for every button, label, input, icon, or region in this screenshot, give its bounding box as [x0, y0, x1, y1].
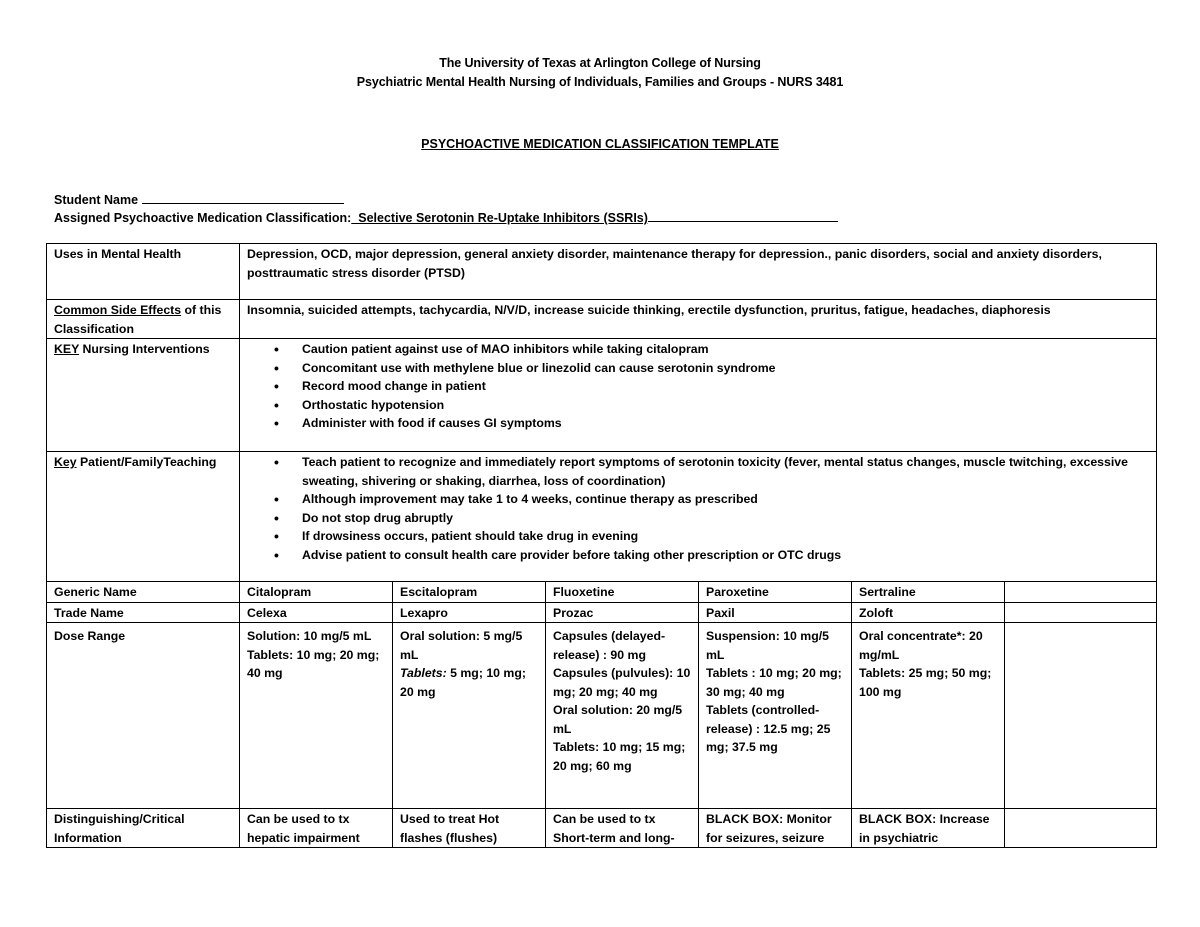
generic-cell — [1005, 582, 1157, 603]
dose-row — [47, 623, 1157, 809]
course-header: Psychiatric Mental Health Nursing of Individuals, Families and Groups - NURS 3481 — [356, 75, 844, 89]
generic-cell: Fluoxetine — [546, 582, 699, 603]
nursing-label — [47, 339, 240, 452]
uses-text: Depression, OCD, major depression, general anxiety disorder, maintenance therapy for depression., panic disorders, social and anxiety disorders, posttraumatic stress disorder (PTSD) — [240, 244, 1157, 300]
list-item: • Administer with food if causes GI symptoms — [302, 414, 1149, 433]
list-item: • Caution patient against use of MAO inhibitors while taking citalopram — [302, 340, 1149, 359]
nursing-label-underlined: KEY — [54, 342, 80, 356]
student-name-line — [54, 191, 344, 207]
distinguishing-cell: BLACK BOX: Monitor for seizures, seizure — [699, 809, 852, 848]
trade-cell: Paxil — [699, 602, 852, 623]
nursing-label-rest: Nursing Interventions — [79, 342, 210, 356]
dose-cell-escitalopram — [393, 623, 546, 809]
dose-line: Oral solution: 20 mg/5 mL — [553, 703, 683, 736]
student-name-blank — [142, 191, 344, 204]
list-item: • Teach patient to recognize and immediately report symptoms of serotonin toxicity (fever, mental status changes, muscle twitching, excessive sweating, shivering or shaking, diarrhea, loss of coordination) — [302, 453, 1149, 490]
tablets-label: Tablets: — [400, 666, 447, 680]
dose-line: Tablets: 10 mg; 15 mg; 20 mg; 60 mg — [553, 740, 686, 773]
classification-line — [54, 209, 838, 225]
nursing-cell — [240, 339, 1157, 452]
trade-cell: Lexapro — [393, 602, 546, 623]
tablets-value: 5 mg; 10 mg; 20 mg — [400, 666, 526, 699]
dose-line: Tablets: 25 mg; 50 mg; 100 mg — [859, 666, 992, 699]
dose-line: Oral concentrate*: 20 mg/mL — [859, 629, 983, 662]
distinguishing-cell: BLACK BOX: Increase in psychiatric — [852, 809, 1005, 848]
nursing-row — [47, 339, 1157, 452]
generic-cell: Escitalopram — [393, 582, 546, 603]
trade-label: Trade Name — [47, 602, 240, 623]
list-item: • Concomitant use with methylene blue or linezolid can cause serotonin syndrome — [302, 359, 1149, 378]
uses-label: Uses in Mental Health — [47, 244, 240, 300]
list-item: • Do not stop drug abruptly — [302, 509, 1149, 528]
side-effects-row — [47, 300, 1157, 339]
dose-line: Capsules (delayed-release) : 90 mg — [553, 629, 666, 662]
list-item: • Although improvement may take 1 to 4 weeks, continue therapy as prescribed — [302, 490, 1149, 509]
generic-cell: Paroxetine — [699, 582, 852, 603]
dose-cell-paroxetine — [699, 623, 852, 809]
generic-label: Generic Name — [47, 582, 240, 603]
list-item: • Orthostatic hypotension — [302, 396, 1149, 415]
dose-line: Solution: 10 mg/5 mL — [247, 629, 372, 643]
distinguishing-row — [47, 809, 1157, 848]
dose-line: Tablets (controlled-release) : 12.5 mg; 25 mg; 37.5 mg — [706, 703, 831, 754]
classification-blank — [648, 209, 838, 222]
template-title: PSYCHOACTIVE MEDICATION CLASSIFICATION TEMPLATE — [421, 137, 779, 151]
side-effects-text: Insomnia, suicided attempts, tachycardia, N/V/D, increase suicide thinking, erectile dysfunction, pruritus, fatigue, headaches, diaphoresis — [240, 300, 1157, 339]
classification-value: _Selective Serotonin Re-Uptake Inhibitors (SSRIs) — [351, 211, 648, 225]
trade-row — [47, 602, 1157, 623]
teaching-label-underlined: Key — [54, 455, 77, 469]
trade-cell: Zoloft — [852, 602, 1005, 623]
distinguishing-cell: Can be used to tx Short-term and long- — [546, 809, 699, 848]
side-effects-label-rest: of this Classification — [54, 303, 222, 336]
teaching-row — [47, 452, 1157, 582]
side-effects-label-underlined: Common Side Effects — [54, 303, 182, 317]
distinguishing-cell — [1005, 809, 1157, 848]
list-item: • Record mood change in patient — [302, 377, 1149, 396]
teaching-label — [47, 452, 240, 582]
nursing-list — [247, 340, 1149, 433]
list-item: • If drowsiness occurs, patient should take drug in evening — [302, 527, 1149, 546]
teaching-cell — [240, 452, 1157, 582]
list-item: • Advise patient to consult health care provider before taking other prescription or OTC drugs — [302, 546, 1149, 565]
distinguishing-cell: Can be used to tx hepatic impairment — [240, 809, 393, 848]
generic-cell: Citalopram — [240, 582, 393, 603]
dose-line — [400, 664, 538, 701]
trade-cell: Prozac — [546, 602, 699, 623]
generic-cell: Sertraline — [852, 582, 1005, 603]
dose-line: Capsules (pulvules): 10 mg; 20 mg; 40 mg — [553, 666, 691, 699]
trade-cell: Celexa — [240, 602, 393, 623]
dose-cell-empty — [1005, 623, 1157, 809]
generic-row — [47, 582, 1157, 603]
dose-line: Tablets : 10 mg; 20 mg; 30 mg; 40 mg — [706, 666, 842, 699]
side-effects-label — [47, 300, 240, 339]
university-header: The University of Texas at Arlington College of Nursing — [439, 56, 761, 70]
teaching-list — [247, 453, 1149, 564]
distinguishing-cell: Used to treat Hot flashes (flushes) — [393, 809, 546, 848]
dose-line: Suspension: 10 mg/5 mL — [706, 629, 829, 662]
dose-cell-citalopram — [240, 623, 393, 809]
teaching-label-rest: Patient/FamilyTeaching — [76, 455, 217, 469]
distinguishing-label: Distinguishing/Critical Information — [47, 809, 240, 848]
medication-table — [46, 243, 1157, 848]
uses-row — [47, 244, 1157, 300]
dose-cell-sertraline — [852, 623, 1005, 809]
classification-label: Assigned Psychoactive Medication Classification: — [54, 211, 352, 225]
student-name-label: Student Name — [54, 193, 139, 207]
dose-line: Tablets: 10 mg; 20 mg; 40 mg — [247, 647, 380, 680]
trade-cell — [1005, 602, 1157, 623]
dose-cell-fluoxetine — [546, 623, 699, 809]
dose-line: Oral solution: 5 mg/5 mL — [400, 629, 523, 662]
dose-label: Dose Range — [47, 623, 240, 809]
